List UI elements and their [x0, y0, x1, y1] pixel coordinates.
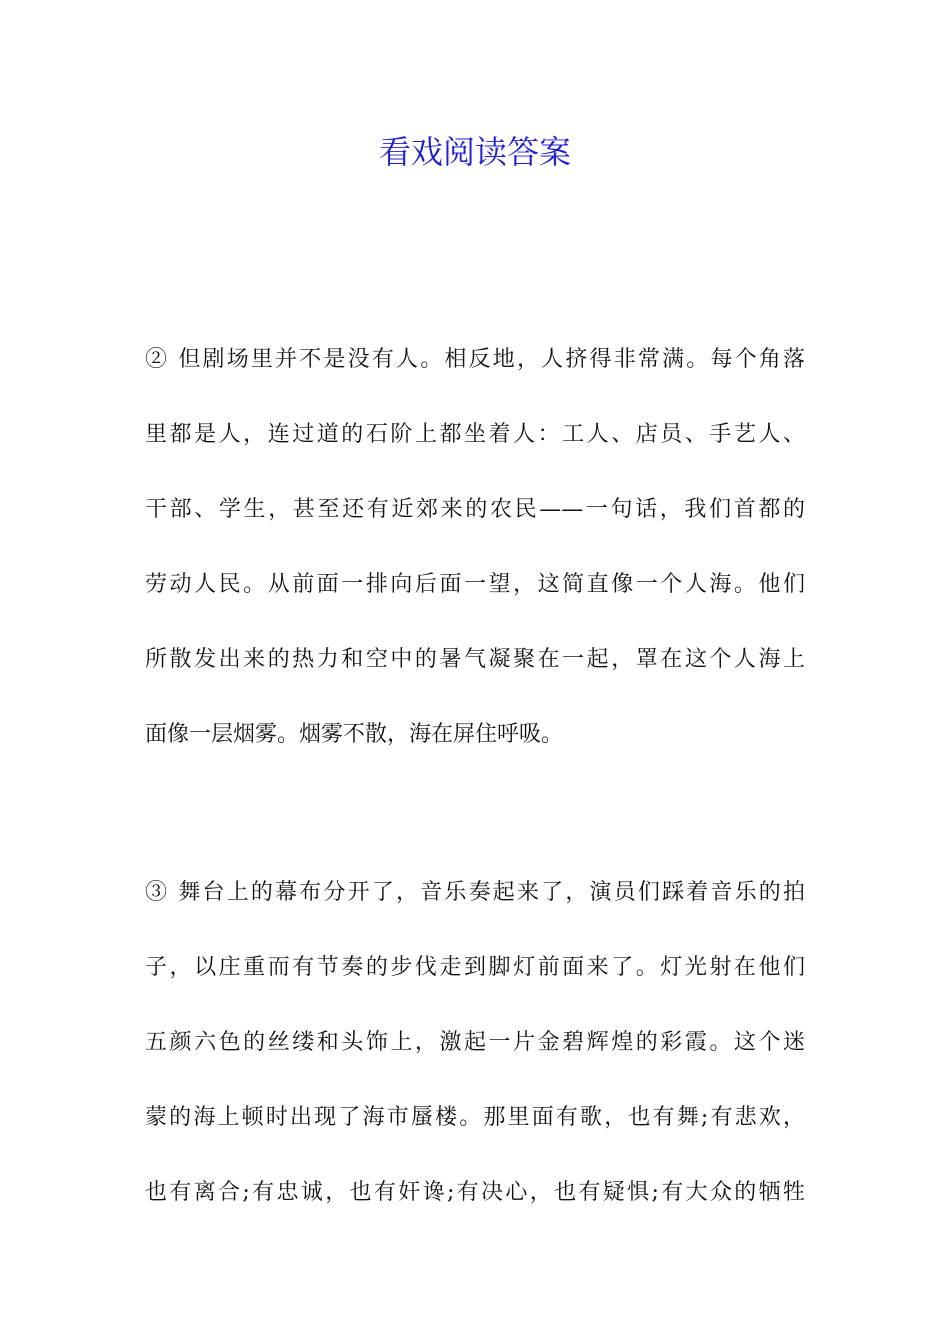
paragraph-line: 蒙的海上顿时出现了海市蜃楼。那里面有歌，也有舞;有悲欢， [145, 1105, 805, 1130]
paragraph-3 [145, 855, 805, 1230]
paragraph-line: 所散发出来的热力和空中的暑气凝聚在一起，罩在这个人海上 [145, 647, 805, 672]
paragraph-line: 里都是人，连过道的石阶上都坐着人：工人、店员、手艺人、 [145, 422, 805, 447]
paragraph-line: ③ 舞台上的幕布分开了，音乐奏起来了，演员们踩着音乐的拍 [145, 880, 805, 905]
paragraph-line: 子，以庄重而有节奏的步伐走到脚灯前面来了。灯光射在他们 [145, 955, 805, 980]
paragraph-line: 五颜六色的丝缕和头饰上，激起一片金碧辉煌的彩霞。这个迷 [145, 1030, 805, 1055]
paragraph-line: 也有离合;有忠诚，也有奸谗;有决心，也有疑惧;有大众的牺牲 [145, 1180, 805, 1205]
paragraph-line: ② 但剧场里并不是没有人。相反地，人挤得非常满。每个角落 [145, 347, 805, 372]
paragraph-line: 干部、学生，甚至还有近郊来的农民——一句话，我们首都的 [145, 497, 805, 522]
paragraph-line: 劳动人民。从前面一排向后面一望，这简直像一个人海。他们 [145, 572, 805, 597]
paragraph-line: 面像一层烟雾。烟雾不散，海在屏住呼吸。 [145, 722, 564, 747]
document-title: 看戏阅读答案 [378, 133, 571, 171]
paragraph-2 [145, 322, 805, 772]
